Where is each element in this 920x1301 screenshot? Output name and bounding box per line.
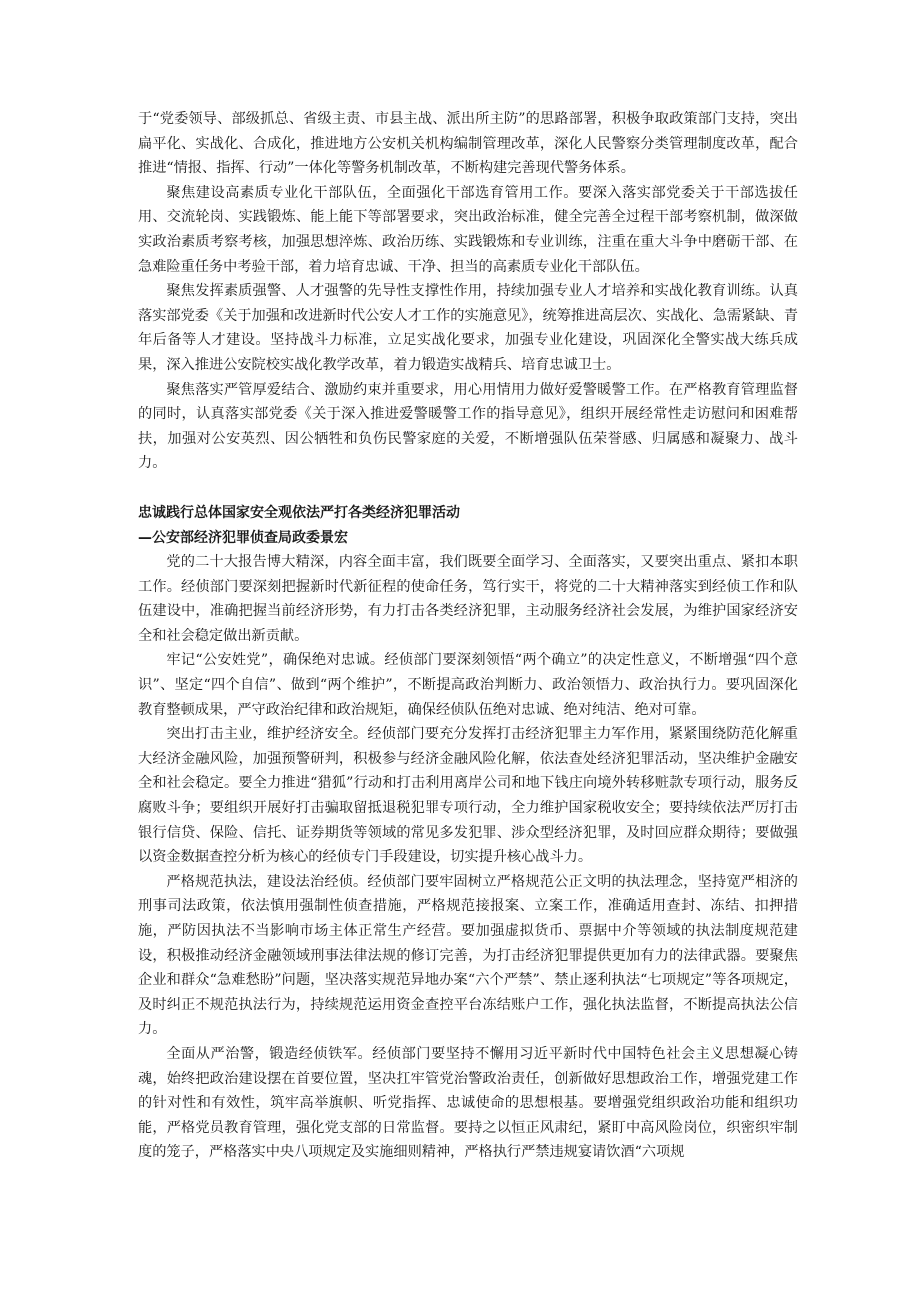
article-title: 忠诚践行总体国家安全观依法严打各类经济犯罪活动 <box>138 504 460 521</box>
article-author: —公安部经济犯罪侦查局政委景宏 <box>138 529 348 546</box>
paragraph: 聚焦落实严管厚爱结合、激励约束并重要求，用心用情用力做好爱警暖警工作。在严格教育管理监督的同时，认真落实部党委《关于深入推进爱警暖警工作的指导意见》，组织开展经常性走访慰问和困难帮扶，加强对公安英烈、因公牺牲和负伤民警家庭的关爱，不断增强队伍荣誉感、归属感和凝聚力、战斗力。 <box>138 381 798 472</box>
document-page <box>138 107 798 1165</box>
paragraph: 聚焦发挥素质强警、人才强警的先导性支撑性作用，持续加强专业人才培养和实战化教育训练。认真落实部党委《关于加强和改进新时代公安人才工作的实施意见》，统筹推进高层次、实战化、急需紧缺、青年后备等人才建设。坚持战斗力标准，立足实战化要求，加强专业化建设，巩固深化全警实战大练兵成果，深入推进公安院校实战化教学改革，着力锻造实战精兵、培育忠诚卫士。 <box>138 283 798 373</box>
paragraph: 突出打击主业，维护经济安全。经侦部门要充分发挥打击经济犯罪主力军作用，紧紧围绕防范化解重大经济金融风险，加强预警研判，积极参与经济金融风险化解，依法查处经济犯罪活动，坚决维护金融安全和社会稳定。要全力推进“猎狐”行动和打击利用离岸公司和地下钱庄向境外转移赃款专项行动，服务反腐败斗争；要组织开展好打击骗取留抵退税犯罪专项行动，全力维护国家税收安全；要持续依法严厉打击银行信贷、保险、信托、证券期货等领域的常见多发犯罪、涉众型经济犯罪，及时回应群众期待；要做强以资金数据查控分析为核心的经侦专门手段建设，切实提升核心战斗力。 <box>138 726 798 866</box>
paragraph: 牢记“公安姓党”，确保绝对忠诚。经侦部门要深刻领悟“两个确立”的决定性意义，不断增强“四个意识”、坚定“四个自信”、做到“两个维护”，不断提高政治判断力、政治领悟力、政治执行力。要巩固深化教育整顿成果，严守政治纪律和政治规矩，确保经侦队伍绝对忠诚、绝对纯洁、绝对可靠。 <box>138 652 798 718</box>
paragraph: 党的二十大报告博大精深，内容全面丰富，我们既要全面学习、全面落实，又要突出重点、紧扣本职工作。经侦部门要深刻把握新时代新征程的使命任务，笃行实干，将党的二十大精神落实到经侦工作和队伍建设中，准确把握当前经济形势，有力打击各类经济犯罪，主动服务经济社会发展，为维护国家经济安全和社会稳定做出新贡献。 <box>138 554 798 644</box>
paragraph: 全面从严治警，锻造经侦铁军。经侦部门要坚持不懈用习近平新时代中国特色社会主义思想凝心铸魂，始终把政治建设摆在首要位置，坚决扛牢管党治警政治责任，创新做好思想政治工作，增强党建工作的针对性和有效性，筑牢高举旗帜、听党指挥、忠诚使命的思想根基。要增强党组织政治功能和组织功能，严格党员教育管理，强化党支部的日常监督。要持之以恒正风肃纪，紧盯中高风险岗位，织密织牢制度的笼子，严格落实中央八项规定及实施细则精神，严格执行严禁违规宴请饮酒“六项规 <box>138 1045 798 1161</box>
section-spacer <box>138 476 798 501</box>
paragraph: 于“党委领导、部级抓总、省级主责、市县主战、派出所主防”的思路部署，积极争取政策部门支持，突出扁平化、实战化、合成化，推进地方公安机关机构编制管理改革，深化人民警察分类管理制度改革，配合推进“情报、指挥、行动”一体化等警务机制改革，不断构建完善现代警务体系。 <box>138 111 798 177</box>
paragraph: 严格规范执法，建设法治经侦。经侦部门要牢固树立严格规范公正文明的执法理念，坚持宽严相济的刑事司法政策，依法慎用强制性侦查措施，严格规范接报案、立案工作，准确适用查封、冻结、扣押措施，严防因执法不当影响市场主体正常生产经营。要加强虚拟货币、票据中介等领域的执法制度规范建设，积极推动经济金融领域刑事法律法规的修订完善，为打击经济犯罪提供更加有力的法律武器。要聚焦企业和群众“急难愁盼”问题，坚决落实规范异地办案“六个严禁”、禁止逐利执法“七项规定”等各项规定，及时纠正不规范执法行为，持续规范运用资金查控平台冻结账户工作，强化执法监督，不断提高执法公信力。 <box>138 873 798 1038</box>
paragraph: 聚焦建设高素质专业化干部队伍，全面强化干部选育管用工作。要深入落实部党委关于干部选拔任用、交流轮岗、实践锻炼、能上能下等部署要求，突出政治标准，健全完善全过程干部考察机制，做深做实政治素质考察考核，加强思想淬炼、政治历练、实践锻炼和专业训练，注重在重大斗争中磨砺干部、在急难险重任务中考验干部，着力培育忠诚、干净、担当的高素质专业化干部队伍。 <box>138 184 798 275</box>
